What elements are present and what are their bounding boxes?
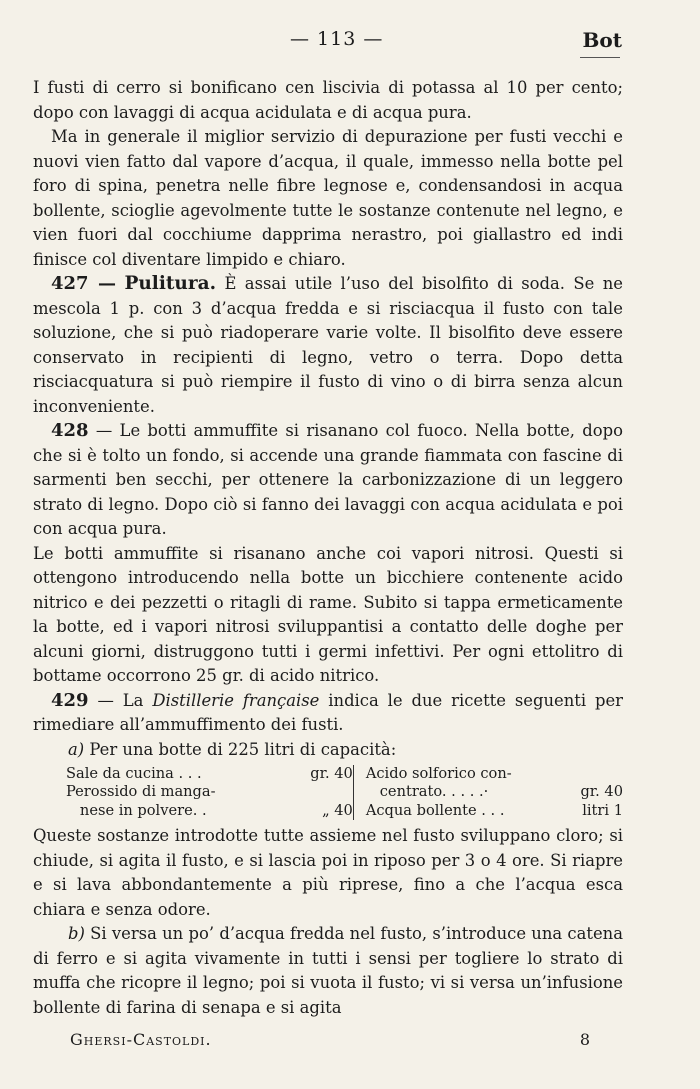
- section-429: [33, 689, 623, 738]
- ingredient: Sale da cucina . . .: [66, 765, 202, 782]
- section-number: 429: [51, 689, 89, 711]
- section-title: Pulitura.: [124, 273, 217, 294]
- quantity: litri 1: [582, 801, 623, 819]
- printer-signature: Ghersi-Castoldi.: [70, 1030, 212, 1049]
- header-rule: [580, 57, 620, 58]
- item-label: b): [68, 924, 85, 944]
- recipe-row: [66, 802, 353, 820]
- paragraph: Queste sostanze introdotte tutte assieme nel fusto sviluppano cloro; si chiude, si agita il fusto, e si lascia poi in riposo per 3 o 4 ore. Si riapre e si lava abbondantemente a più riprese, fino a che l’acqua esca chiara e senza odore.: [33, 826, 623, 919]
- quantity: gr. 40: [310, 765, 353, 782]
- item-label: a): [68, 739, 85, 759]
- item-text: Per una botte di 225 litri di capacità:: [89, 739, 397, 759]
- recipe-row: [366, 783, 623, 801]
- page-number: — 113 —: [290, 28, 384, 50]
- recipe-row: [366, 765, 623, 783]
- recipe-table: [33, 765, 623, 820]
- page-header: [0, 28, 700, 54]
- section-427: [33, 272, 623, 419]
- section-number: 427 —: [51, 273, 117, 294]
- quantity: „ 40: [322, 801, 353, 819]
- recipe-row: [66, 783, 353, 801]
- paragraph: Ma in generale il miglior servizio di depurazione per fusti vecchi e nuovi vien fatto dal vapore d’acqua, il quale, immesso nella botte pel foro di spina, penetra nelle fibre legnose e, condensandosi in acqua bollente, scioglie agevolmente tutte le sostanze contenute nel legno, e vien fuori dal cocchiume dapprima nerastro, poi giallastro ed indi finisce col diventare limpido e chiaro.: [33, 127, 623, 269]
- page-footer: [70, 1030, 590, 1052]
- section-text-pre: — La: [97, 690, 144, 710]
- recipe-a-intro: [33, 738, 623, 763]
- section-text: — Le botti ammuffite si risanano col fuoco. Nella botte, dopo che si è tolto un fondo, si accende una grande fiammata con fascine di sarmenti ben secchi, per ottenere la carbonizzazione di un leggero strato di legno. Dopo ciò si fanno dei lavaggi con acqua acidulata e poi con acqua pura.: [33, 421, 623, 538]
- quantity: gr. 40: [580, 783, 623, 801]
- paragraph: I fusti di cerro si bonificano cen liscivia di potassa al 10 per cento; dopo con lavaggi di acqua acidulata e di acqua pura.: [33, 78, 623, 122]
- recipe-row: [66, 765, 353, 783]
- ingredient: Acido solforico con-: [365, 765, 512, 782]
- page-body: [33, 76, 623, 1020]
- running-head: Bot: [582, 28, 622, 52]
- sheet-number: 8: [579, 1030, 590, 1049]
- section-number: 428: [51, 420, 89, 441]
- section-428: [33, 419, 623, 542]
- source-title: Distillerie française: [152, 690, 320, 710]
- recipe-left-column: [33, 765, 353, 820]
- section-text: indica le due ricette seguenti per rimediare all’ammuffimento dei fusti.: [33, 690, 624, 734]
- ingredient: Perossido di manga-: [66, 783, 216, 801]
- ingredient: Acqua bollente . . .: [365, 801, 505, 819]
- item-text: Si versa un po’ d’acqua fredda nel fusto, s’introduce una catena di ferro e si agita vivamente in tutti i sensi per togliere lo strato di muffa che ricopre il legno; poi si vuota il fusto; vi si versa un’infusione bollente di farina di senapa e si agita: [33, 924, 623, 1017]
- recipe-b: [33, 922, 623, 1020]
- section-text: È assai utile l’uso del bisolfito di soda. Se ne mescola 1 p. con 3 d’acqua fredda e si risciacqua il fusto con tale soluzione, che si può riadoperare varie volte. Il bisolfito deve essere conservato in recipienti di legno, vetro o terra. Dopo detta risciacquatura si può riempire il fusto di vino o di birra senza alcun inconveniente.: [33, 274, 623, 416]
- paragraph: Le botti ammuffite si risanano anche coi vapori nitrosi. Questi si ottengono introducendo nella botte un bicchiere contenente acido nitrico e dei pezzetti o ritagli di rame. Subito si tappa ermeticamente la botte, ed i vapori nitrosi sviluppantisi a contatto delle doghe per alcuni giorni, distruggono tutti i germi infettivi. Per ogni ettolitro di bottame occorrono 25 gr. di acido nitrico.: [33, 543, 623, 685]
- recipe-row: [366, 802, 623, 820]
- ingredient: centrato. . . . .·: [365, 783, 489, 801]
- recipe-right-column: [353, 765, 623, 820]
- ingredient: nese in polvere. .: [66, 801, 207, 819]
